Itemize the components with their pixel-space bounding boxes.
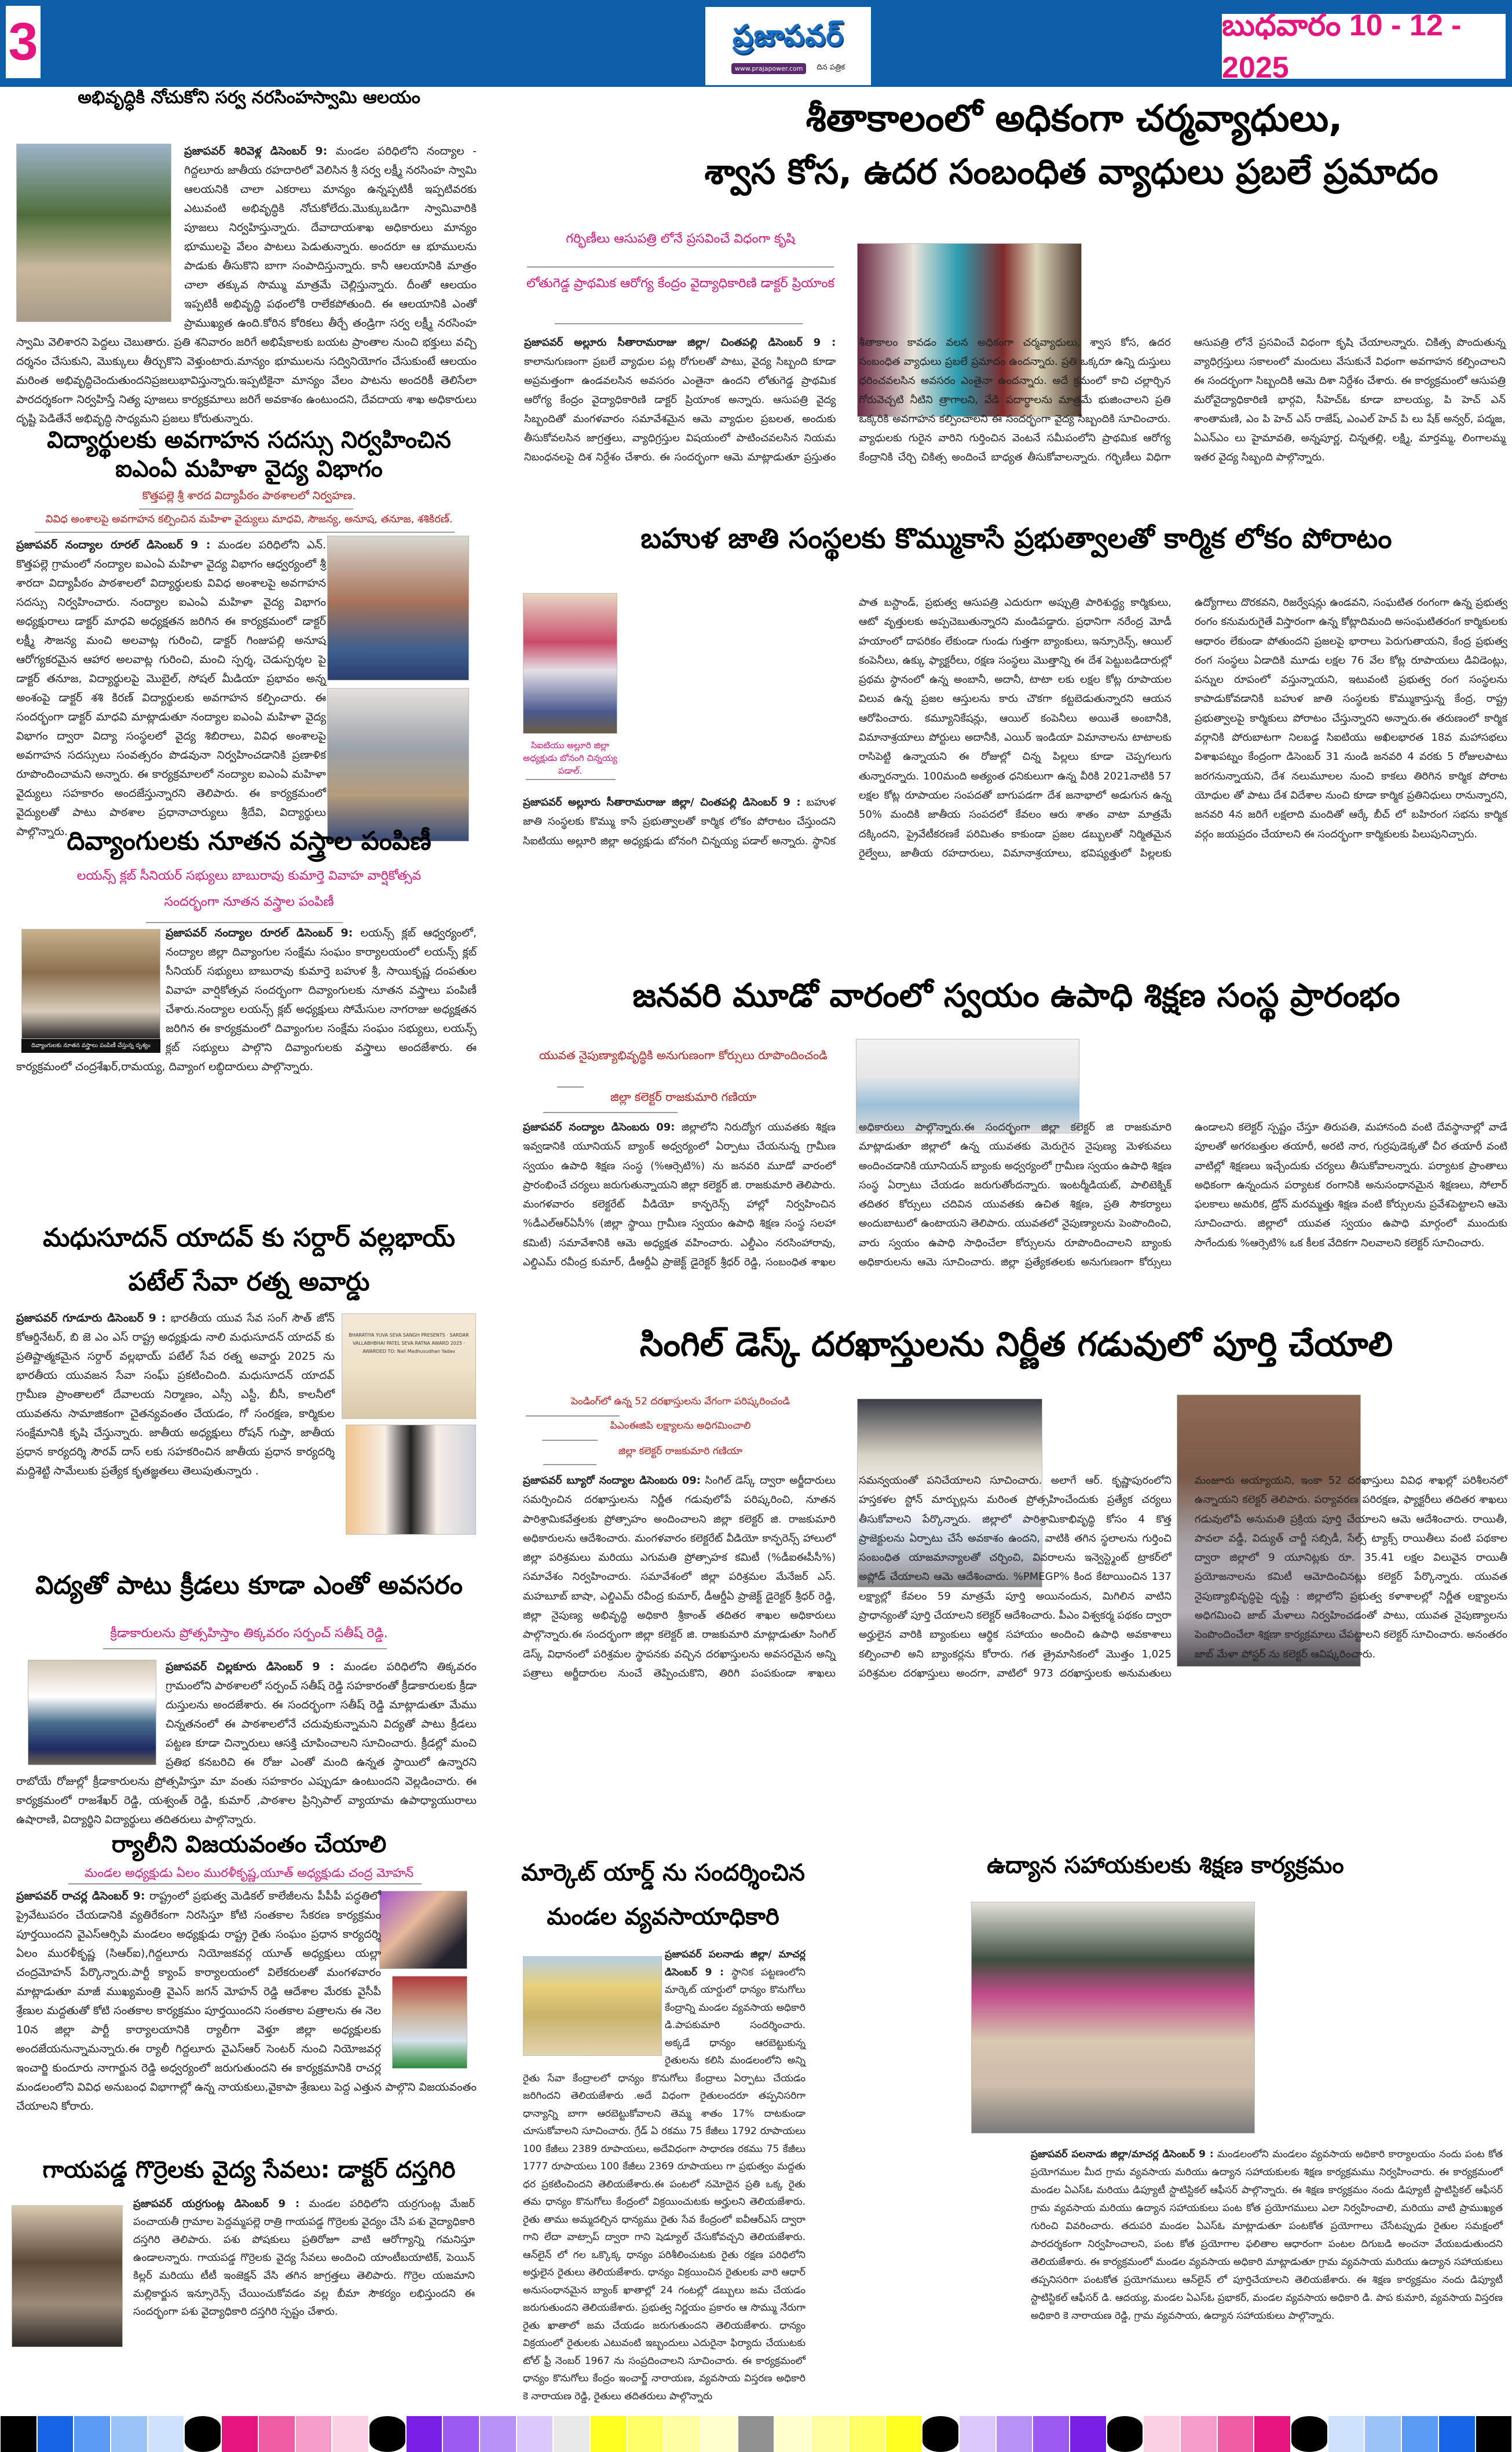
- divider: [146, 922, 343, 923]
- color-swatch: [222, 2416, 258, 2452]
- print-color-bar: [0, 2416, 1512, 2452]
- article-body: మండలంలోని మండలం వ్యవసాయ అధికారి కార్యాలయం నందు పంట కోత ప్రయోగముల మీద గ్రామ వ్యవసాయ మరియు ఉద్యాన సహాయకులకు శిక్షణ కార్యక్రమము నిర్వహించారు. ఈ కార్యక్రమంలో మండల ఏఎస్ఓ మరియు డిప్యూటీ స్టాటిస్టికల్ ఆఫీసర్ పాల్గొన్నారు. ఈ శిక్షణ కార్యక్రమం నందు డిప్యూటీ స్టాటిస్టికల్ ఆఫీసర్ గ్రామ వ్యవసాయ మరియు ఉద్యాన సహాయకులు పంట కోత ప్రయోగములు ఎలా నిర్వహించాలి, మరియు వాటి ప్రాముఖ్యత గురించి వివరించారు. తదుపరి మండల ఏఎస్ఓ మాట్లాడుతూ పంటకోత ప్రయోగాలు చేసేటప్పుడు రైతుల సమక్షంలో పారదర్శకంగా నిర్వహించాలని, పంట కోత ప్రయోగాల ఫలితాల ఆధారంగా పంటల దిగుబడి అంచనా వేయబడుతుందని తెలియజేశారు. ఈ కార్యక్రమంలో మండల వ్యవసాయ అధికారి మాట్లాడుతూ గ్రామ వ్యవసాయ మరియు ఉద్యాన సహాయకులు తప్పనిసరిగా పంటకోత ప్రయోగములు ఆన్‌లైన్ లో పూర్తిచేయాలని తెలియజేశారు. ఈ శిక్షణ కార్యక్రమం నందు డిప్యూటీ స్టాటిస్టికల్ ఆఫీసర్ డి. ఆదయ్య, మండల ఏఎస్ఓ ప్రభాకర్, మండల వ్యవసాయ అధికారి డి. పాప కుమారి, వ్యవసాయ విస్తరణ అధికారి కె నారాయణ రెడ్డి, గ్రామ వ్యవసాయ, ఉద్యాన సహాయకులు పాల్గొన్నారు.: [1031, 2149, 1503, 2322]
- divider: [35, 532, 455, 533]
- color-swatch: [1365, 2416, 1401, 2452]
- divider: [526, 1415, 620, 1417]
- dateline: ప్రజాపవర్ యర్రగుంట్ల డిసెంబర్ 9 :: [133, 2198, 300, 2210]
- color-swatch: [1181, 2416, 1217, 2452]
- headline-ima: విద్యార్థులకు అవగాహన సదస్సు నిర్వహించిన ఐఎంఏ మహిళా వైద్య విభాగం: [47, 427, 451, 482]
- color-swatch: [886, 2416, 922, 2452]
- color-swatch: [664, 2416, 700, 2452]
- headline-rseti: జనవరి మూడో వారంలో స్వయం ఉపాధి శిక్షణ సంస్థ ప్రారంభం: [632, 977, 1400, 1015]
- subhead: కొత్తపల్లె శ్రీ శారద విద్యాపీఠం పాఠశాలలో నిర్వహణ.: [142, 489, 356, 502]
- logo-url[interactable]: www.prajapower.com: [731, 63, 807, 74]
- divider: [68, 1883, 422, 1884]
- logo-name: ప్రజాపవర్: [732, 19, 844, 52]
- subhead: గర్భిణీలు ఆసుపత్రి లోనే ప్రసవించే విధంగా కృషి: [566, 232, 795, 246]
- color-swatch: [1033, 2416, 1069, 2452]
- article-body: సింగిల్ డెస్క్ ద్వారా అర్జీదారులు సమర్పించిన దరఖాస్తులను నిర్ణీత గడువులోపే పరిష్కరించి, నూతన పారిశ్రామికవేత్తలకు ప్రోత్సాహం అందించాలని జిల్లా కలెక్టర్ జి. రాజకుమారి అధికారులను ఆదేశించారు. మంగళవారం కలెక్టరేట్ వీడియో కాన్ఫరెన్స్ హాలులో జిల్లా పరిశ్రమలు మరియు ఎగుమతి ప్రోత్సాహక కమిటీ (%డీఐఈపీసీ%) సమావేశం నిర్వహించారు. సమావేశంలో జిల్లా పరిశ్రమల మేనేజర్ ఎస్. మహబూబ్ బాషా, ఎల్డిఎమ్ రవీంద్ర కుమార్, డీఆర్డీఏ ప్రాజెక్ట్ డైరెక్టర్ శ్రీధర్ రెడ్డి, జిల్లా నైపుణ్య అభివృద్ధి అధికారి శ్రీకాంత్ తదితర శాఖల అధికారులు పాల్గొన్నారు.ఈ సందర్భంగా జిల్లా కలెక్టర్ జి. రాజకుమారి మాట్లాడుతూ సింగిల్ డెస్క్ విధానంలో పరిశ్రమల స్థాపనకు వచ్చిన దరఖాస్తులను అవసరమైన అన్ని పత్రాలు అర్జీదారుల నుంచే తెప్పించుకొని, తిరిగి పంపకుండా శాఖలు సమన్వయంతో పనిచేయాలని సూచించారు. అలాగే ఆర్. కృష్ణాపురంలోని హస్తకళల స్టోన్ మార్బుల్లను మరింత ప్రోత్సహించేందుకు ప్రత్యేక చర్యలు తీసుకోవాలని పేర్కొన్నారు. జిల్లాలో పారిశ్రామికాభివృద్ధి కోసం 4 కొత్త ప్రాజెక్టులను ఏర్పాటు చేసే అవకాశం ఉందని, వాటికి తగిన స్థలాలను గుర్తించి సంబంధిత యాజమాన్యాలతో చర్చించి, వివరాలను ఇన్వెస్ట్మెంట్ ట్రాకర్‌లో అప్లోడ్ చేయాలని ఆమె ఆదేశించారు. %PMEGP% కింద కేటాయించిన 137 లక్ష్యాల్లో కేవలం 59 మాత్రమే పూర్తి అయినందున, మిగిలిన వాటిని ప్రాధాన్యంతో పూర్తి చేయాలని కలెక్టర్ ఆదేశించారు. పీఎం విశ్వకర్మ పథకం ద్వారా అర్హులైన వారికి బ్యాంకులు ఆర్థిక సహాయం అందించి ఉపాధి అవకాశాలు కల్పించాలి అని బ్యాంకర్లను కోరారు. గత త్రైమాసికంలో మొత్తం 1,025 పరిశ్రమల దరఖాస్తులు అందగా, వాటిలో 973 దరఖాస్తులకు అనుమతులు మంజూరు అయ్యాయని, ఇంకా 52 దరఖాస్తులు వివిధ శాఖల్లో పరిశీలనలో ఉన్నాయని కలెక్టర్ తెలిపారు. పర్యావరణ పరిరక్షణ, ఫ్యాక్టరీలు తదితర శాఖలు గడువులోపే అనుమతి ప్రక్రియ పూర్తి చేయాలని ఆమె ఆదేశించారు. రాయితీ, పావలా వడ్డీ, విద్యుత్ చార్జీ సబ్సిడీ, సేల్స్ ట్యాక్స్ రాయితీలు వంటి పథకాల ద్వారా జిల్లాలో 9 యూనిట్లకు రూ. 35.41 లక్షల విలువైన రాయితీ ప్రయోజనాలను కమిటీ ఆమోదించినట్లు కలెక్టర్ పేర్కొన్నారు. యువత నైపుణ్యాభివృద్ధిపై దృష్టి : జిల్లాలోని ప్రభుత్వ కళాశాలల్లో నిర్ణీత లక్ష్యాలను అధిగమించి జాబ్ మేళాలు నిర్వహించడంతో పాటు, యువత నైపుణ్యాలను పెంపొందించేలా శిక్షణా కార్యక్రమాలు చేపట్టాలని కలెక్టర్ సూచించారు. అనంతరం జాబ్ మేళా పోస్టర్ ను కలెక్టర్ ఆవిష్కరించారు.: [523, 1474, 1507, 1679]
- photo-award-certificate: BHARATIYA YUVA SEVA SANGH PRESENTS · SARDAR VALLABHBHAI PATEL SEVA RATNA AWARD 2025 · AWARDED TO: Nali Madhusudhan Yadav: [342, 1313, 476, 1419]
- subhead: జిల్లా కలెక్టర్ రాజకుమారి గణియా: [618, 1445, 743, 1457]
- color-swatch: [369, 2416, 405, 2452]
- color-swatch: [517, 2416, 553, 2452]
- color-swatch: [259, 2416, 295, 2452]
- article-body: మండల పరిధిలోని యర్రగుంట్ల మేజర్ పంచాయతీ గ్రామాల పెద్దమ్మపల్లె రాత్రి గాయపడ్డ గొర్రెలకు వైద్యం చేసి పశు వైద్యాధికారి దస్తగిరి తెలిపారు. పశు పోషకులు ప్రతిరోజూ వాటి ఆరోగ్యాన్ని గమనిస్తూ ఉండాలన్నారు. గాయపడ్డ గొర్రెలకు వైద్య సేవలు అందించి యాంటీబయాటిక్, పెయిన్ కిల్లర్ మరియు టీటీ ఇంజెక్షన్ వేసి తగిన జాగ్రత్తలు తెలిపారు. గొర్రెల యజమాని మల్లికార్జున ఇన్సూరెన్స్ చేయించుకోవడం వల్ల బీమా సౌకర్యం లభిస్తుందని ఈ సందర్భంగా పశు వైద్యాధికారి దస్తగిరి స్పష్టం చేశారు.: [133, 2198, 475, 2318]
- color-swatch: [111, 2416, 147, 2452]
- article-market: [523, 1946, 806, 2405]
- article-body: భారతీయ యువ సేవ సంగ్ సౌత్ జోన్ కోఆర్డినేటర్, బి జె ఎం ఎస్ రాష్ట్ర అధ్యక్షుడు నాలి మధుసూదన్ యాదవ్ కు ప్రతిష్టాత్మకమైన సర్దార్ వల్లభాయ్ పటేల్ సేవ రత్న అవార్డు 2025 ను భారతీయ యువజన సేవా సంఘ్ ప్రకటించింది. మధుసూదన్ యాదవ్ గ్రామీణ ప్రాంతాలలో దేవాలయ నిర్మాణం, ఎస్సీ ఎస్టీ, బీసీ, కాలనీలో యువతను సామాజికంగా చైతన్యవంతం చేయడం, గో సంరక్షణ, కార్మికుల సంక్షేమానికి కృషి చేస్తున్నారు. జాతీయ అధ్యక్షులు రోషన్ గుప్తా, జాతీయ ప్రధాన కార్యదర్శి సౌరవ్ దాస్ లకు సహకరించిన జాతీయ ప్రధాన కార్యదర్శి మద్దిశెట్టి సామేలుకు ప్రత్యేక కృతజ్ఞతలు తెలుపుతున్నారు .: [16, 1312, 335, 1477]
- article-rally: [16, 1887, 477, 2116]
- color-swatch: [775, 2416, 811, 2452]
- article-body: జిల్లాలోని నిరుద్యోగ యువతకు శిక్షణ ఇవ్వడానికి యూనియన్ బ్యాంక్ అధ్వర్యంలో ఏర్పాటు చేయనున్న గ్రామీణ స్వయం ఉపాధి శిక్షణ సంస్థ (%ఆర్సెటి%) ను జనవరి మూడో వారంలో ప్రారంభించే చర్యలు జరుగుతున్నాయని జిల్లా కలెక్టర్ జి. రాజకుమారి తెలిపారు. మంగళవారం కలెక్టరేట్ వీడియో కాన్ఫరెన్స్ హాల్లో నిర్వహించిన %డీఎల్ఆర్ఏసీ% (జిల్లా స్థాయి గ్రామీణ స్వయం ఉపాధి శిక్షణ సంస్థ సలహా కమిటీ) సమావేశానికి ఆమె అధ్యక్షత వహించారు. ఎల్డీఎం నరసింహారావు, ఎల్డిఎమ్ రవీంద్ర కుమార్, డీఆర్డీఏ ప్రాజెక్ట్ డైరెక్టర్ శ్రీధర్ రెడ్డి, సంబంధిత శాఖల అధికారులు పాల్గొన్నారు.ఈ సందర్భంగా జిల్లా కలెక్టర్ జి రాజకుమారి మాట్లాడుతూ జిల్లాలో ఉన్న యువతకు మెరుగైన నైపుణ్య మెళకువలు అందించడానికి యూనియన్ బ్యాంకు అధ్వర్యంలో గ్రామీణ స్వయం ఉపాధి శిక్షణ సంస్థ ఏర్పాటు చేయడం జరుగుతోందన్నారు. ఇంటర్మీడియట్, పాలిటెక్నిక్ తదితర కోర్సులు చదివిన యువతకు ఉచిత శిక్షణ, ప్రతి సౌకర్యాలు అందుబాటులో ఉంటాయని తెలిపారు. యువతలో నైపుణ్యాలను పెంపొందించి, వారు స్వయం ఉపాధి సాధించేలా కోర్సులను రూపొందించాలని బ్యాంకు అధికారులను ఆమె సూచించారు. జిల్లా ప్రత్యేకతలకు అనుగుణంగా కోర్సులు ఉండాలని కలెక్టర్ స్పష్టం చేస్తూ తిరుపతి, మహానంది వంటి దేవస్థానాల్లో వాడే పూలతో అగరబత్తుల తయారీ, అరటి నార, గుర్రపుడెక్కతో చీర తయారీ వంటి వాటిల్లో శిక్షణలు ఇచ్చేందుకు చర్యలు తీసుకోవాలన్నారు. పర్యాటక ప్రాంతాలు అధికంగా ఉన్నందున పర్యాటక రంగానికి అనుసంధానమైన శిక్షణలు, సోలార్ ఫలకాలు అమరిక, డ్రోన్ మరమ్మత్తు శిక్షణ వంటి కోర్సులను ప్రవేశపెట్టాలని ఆమె సూచించారు. జిల్లాలో యువత స్వయం ఉపాధి మార్గంలో ముందుకు సాగేందుకు %ఆర్సెటి% ఒక కీలక వేదికగా నిలవాలని కలెక్టర్ సూచించారు.: [523, 1121, 1507, 1269]
- color-swatch: [185, 2416, 221, 2452]
- dateline: ప్రజాపవర్ నంద్యాల డిసెంబరు 09:: [523, 1121, 675, 1133]
- subhead: వివిధ అంశాలపై అవగాహన కల్పించిన మహిళా వైద్యులు మాధవి, సౌజన్య, అనూష, తనూజ, శశికిరణ్.: [45, 513, 453, 525]
- color-swatch: [591, 2416, 627, 2452]
- article-body: రాష్ట్రంలో ప్రభుత్వ మెడికల్ కాలేజీలను పీపీపీ పద్ధతిలో ప్రైవేటుపరం చేయడానికి వ్యతిరేకంగా నిరసిస్తూ కోటి సంతకాల సేకరణ కార్యక్రమం పూర్తయిందని వైఎస్ఆర్సిపి మండలం అధ్యక్షుడు రాష్ట్ర రైతు సంఘం ప్రధాన కార్యదర్శి ఏలం మురళీకృష్ణ (సిఆర్ఐ),గిద్దలూరు నియోజకవర్గ యూత్ అధ్యక్షులు యల్లా చంద్రమోహన్ పేర్కొన్నారు.పార్టీ క్యాంప్ కార్యాలయంలో విలేకరులతో మంగళవారం మాట్లాడుతూ మాజీ ముఖ్యమంత్రి వైఎస్ జగన్ మోహన్ రెడ్డి ఆదేశాల మేరకు వైసీపీ శ్రేణుల మద్దతుతో కోటి సంతకాల కార్యక్రమం పూర్తయిందని సంతకాల పత్రాలను ఈ నెల 10న జిల్లా పార్టీ కార్యాలయానికి ర్యాలీగా వెళ్తూ జిల్లా అధ్యక్షులకు అందజేయనున్నామన్నారు.ఈ ర్యాలీ గిద్దలూరు వైఎస్ఆర్ సెంటర్ నుంచి నియోజవర్గ ఇంచార్జి కుందూరు నాగార్జున రెడ్డి అధ్వర్యంలో జరుగుతుందని ఈ కార్యక్రమానికి రాచర్ల మండలంలోని వివిధ అనుబంధ విభాగాల్లో ఉన్న నాయకులు,వైకాపా శ్రేణులు పెద్ద ఎత్తున పాల్గొని విజయవంతం చేయాలని కోరారు.: [16, 1890, 477, 2113]
- color-swatch: [1439, 2416, 1475, 2452]
- color-swatch: [628, 2416, 664, 2452]
- color-swatch: [1328, 2416, 1364, 2452]
- color-swatch: [1476, 2416, 1512, 2452]
- subhead: క్రీడాకారులను ప్రోత్సహిస్తాం తిక్కవరం సర్పంచ్ సతీష్ రెడ్డి.: [110, 1626, 388, 1641]
- dateline: ప్రజాపవర్ బ్యూరో నంద్యాల డిసెంబరు 09:: [523, 1474, 701, 1487]
- color-swatch: [960, 2416, 995, 2452]
- article-body: మండల పరిధిలోని నంద్యాల - గిద్దలూరు జాతీయ రహదారిలో వెలిసిన శ్రీ సర్వ లక్ష్మీ నరసింహ స్వామి ఆలయనికి చాలా ఎకరాలు మాన్యం ఉన్నప్పటికీ ఇప్పటివరకు ఎటువంటి అభివృద్ధికి నోచుకోలేదు.మొక్కుబడిగా స్వామివారికి పూజలు నిర్వహిస్తున్నారు. దేవాదాయశాఖ అధికారులు మాన్యం భూములపై వేలం పాటలు పెడుతున్నారు. అందరూ ఆ భూములను పాడుకు తీసుకొని బాగా సంపాదిస్తున్నారు. కానీ ఆలయానికి మాత్రం చాలా తక్కువ సొమ్ము మాత్రమే చెల్లిస్తున్నారు. దీంతో ఆలయం ఇప్పటికీ అభివృద్ధి పథంలోకి రాలేకపోతుంది. ఈ ఆలయానికి ఎంతో ప్రాముఖ్యత ఉంది.కోరిన కోరికలు తీర్చే తండ్రిగా సర్వ లక్ష్మీ నరసింహ స్వామి వెలిశారని పెద్దలు చెబుతారు. ప్రతి శనివారం జరిగే అభిషేకాలకు బయట ప్రాంతాల నుంచి భక్తులు వచ్చి దర్శనం చేసుకుని, మొక్కులు తీర్చుకొని వెళ్తుంటారు.మాన్యం భూములను సద్వినియోగం చేసుకుంటే ఆలయం మరింత అభివృద్ధిచెందుతుందనిప్రజలుభావిస్తున్నారు.ఇప్పటికైనా మాన్యం వేలం పాటను అందరికీ తెలిసేలా పారదర్శకంగా నిర్వహిస్తే నిత్య పూజలు కార్యక్రమాలు జరిగే అవకాశం ఉంటుందని, దేవదాయ శాఖ అధికారులు దృష్టి పెడితేనే అభివృద్ధి సాధ్యమని ప్రజలు కోరుతున్నారు.: [16, 145, 477, 425]
- subhead: యువత నైపుణ్యాభివృద్ధికి అనుగుణంగా కోర్సులు రూపొందించండి: [539, 1048, 828, 1062]
- subhead: లోతుగెడ్డ ప్రాథమిక ఆరోగ్య కేంద్రం వైద్యాధికారిణి డాక్టర్ ప్రియాంక: [526, 276, 834, 291]
- color-swatch: [1, 2416, 36, 2452]
- dateline: ప్రజాపవర్ రాచర్ల డిసెంబర్ 9:: [16, 1890, 145, 1902]
- color-swatch: [1144, 2416, 1180, 2452]
- article-sports: [16, 1657, 477, 1829]
- article-body: మండల పరిధిలోని తిక్కవరం గ్రామంలోని పాఠశాలలో సర్పంచ్ సతీష్ రెడ్డి సహకారంతో క్రీడాకారులకు క్రీడా దుస్తులను అందజేశారు. ఈ సందర్భంగా సతీష్ రెడ్డి మాట్లాడుతూ మేము చిన్నతనంలో ఈ పాఠశాలలోనే చదువుకున్నామని విద్యతో పాటు క్రీడలు పట్టణ కూడా చిన్నారులు ఆసక్తి చూపించాలని సూచించారు. క్రీడల్లో మంచి ప్రతిభ కనబరిచి ఈ రోజు ఎంతో మంది ఉన్నత స్థాయిలో ఉన్నారని రాబోయే రోజుల్లో క్రీడాకారులను ప్రోత్సహిస్తూ మా వంతు సహకారం ఎప్పుడూ ఉంటుందని వెల్లడించారు. ఈ కార్యక్రమంలో రాజశేఖర్ రెడ్డి, యశ్వంత్ రెడ్డి, కుమార్ ,పాఠశాల ప్రిన్సిపాల్ వ్యాయామ ఉపాధ్యాయురాలు ఉషారాణి, విద్యార్థిని విద్యార్థులు తదితరులు పాల్గొన్నారు.: [16, 1660, 477, 1826]
- photo-horti-training: [971, 1902, 1255, 2133]
- headline-market: మార్కెట్ యార్డ్ ను సందర్శించిన మండల వ్యవసాయాధికారి: [521, 1860, 805, 1930]
- color-swatch: [738, 2416, 774, 2452]
- divider: [543, 1112, 678, 1113]
- divider: [103, 1648, 387, 1649]
- newspaper-logo: [705, 7, 871, 85]
- dateline: ప్రజాపవర్ అల్లూరు సీతారామరాజు జిల్లా/ చింతపల్లి డిసెంబర్ 9 :: [523, 796, 801, 808]
- color-swatch: [148, 2416, 184, 2452]
- color-swatch: [701, 2416, 737, 2452]
- headline-sports: విద్యతో పాటు క్రీడలు కూడా ఎంతో అవసరం: [35, 1571, 463, 1600]
- dateline: ప్రజాపవర్ అల్లూరు సీతారామరాజు జిల్లా/ చింతపల్లి డిసెంబర్ 9 :: [524, 336, 836, 349]
- color-swatch: [1070, 2416, 1106, 2452]
- color-swatch: [296, 2416, 332, 2452]
- headline-skin-line1: శీతాకాలంలో అధికంగా చర్మవ్యాధులు,: [806, 97, 1343, 140]
- color-swatch: [922, 2416, 958, 2452]
- headline-award: మధుసూదన్ యాదవ్ కు సర్దార్ వల్లభాయ్ పటేల్ సేవా రత్న అవార్డు: [42, 1223, 456, 1297]
- headline-rally: ర్యాలీని విజయవంతం చేయాలి: [111, 1831, 387, 1858]
- color-swatch: [407, 2416, 442, 2452]
- article-sheep: [12, 2195, 475, 2345]
- color-swatch: [1107, 2416, 1143, 2452]
- article-temple: [16, 142, 477, 429]
- article-body: మండల పరిధిలోని ఎన్. కొత్తపల్లె గ్రామంలో నంద్యాల ఐఎంఏ మహిళా వైద్య విభాగం ఆధ్వర్యంలో శ్రీ శారదా విద్యాపీఠం పాఠశాలలో విద్యార్థులకు వివిధ అంశాలపై అవగాహన సదస్సు నిర్వహించారు. నంద్యాల ఐఎంఏ మహిళా వైద్య విభాగం అధ్యక్షురాలు డాక్టర్ మాధవి అధ్యక్షతన జరిగిన ఈ కార్యక్రమంలో డాక్టర్ లక్ష్మీ సౌజన్య మంచి అలవాట్ల గురించి, డాక్టర్ గింజుపల్లి అనూష ఆరోగ్యకరమైన ఆహార అలవాట్ల గురించి, మంచి స్పర్శ, చెడుస్పర్శల పై డాక్టర్ తనూజ, విద్యార్థులపై మొబైల్, సోషల్ మీడియా ప్రభావం అన్న అంశంపై డాక్టర్ శశి కిరణ్ విద్యార్థులకు అవగాహన కల్పించారు. ఈ సందర్భంగా డాక్టర్ మాధవి మాట్లాడుతూ నంద్యాల ఐఎంఏ మహిళా వైద్య విభాగం ద్వారా విద్యా సంస్థలలో వైద్య శిబిరాలు, వివిధ అంశాలపై అవగాహన సదస్సులు సంవత్సరం పొడవునా నిర్వహించడానికి ప్రణాళిక రూపొందించామని అన్నారు. ఈ కార్యక్రమాలలో నంద్యాల ఐఎంఏ మహిళా వైద్యులు సహకారం అందజేస్తున్నారని తెలిపారు. ఈ కార్యక్రమంలో వైద్యులతో పాటు పాఠశాల ప్రధానాచార్యులు శ్రీదేవి, విద్యార్థులు పాల్గొన్నారు.: [16, 539, 327, 838]
- headline-horti: ఉద్యాన సహాయకులకు శిక్షణ కార్యక్రమం: [987, 1852, 1344, 1879]
- article-singledesk: [523, 1471, 1507, 1842]
- headline-clothes: దివ్యాంగులకు నూతన వస్త్రాల పంపిణీ: [67, 826, 431, 856]
- divider: [139, 508, 353, 510]
- article-clothes: [16, 924, 477, 1077]
- divider: [543, 1464, 596, 1465]
- headline-temple: అభివృద్ధికి నోచుకోని సర్వ నరసింహస్వామి ఆలయం: [78, 87, 420, 108]
- article-citu: [523, 593, 1507, 929]
- article-body: కాలానుగుణంగా ప్రబలే వ్యాధుల పట్ల రోగులతో పాటు, వైద్య సిబ్బంది కూడా అప్రమత్తంగా ఉండవలసిన అవసరం ఎంతైనా ఉందని లోతుగెడ్డ ప్రాథమిక ఆరోగ్య కేంద్రం వైద్యాధికారిణి డాక్టర్ ప్రియాంక అన్నారు. ఆసుపత్రి వైద్య సిబ్బందితో మంగళవారం సమావేశమైన ఆమె వ్యాధుల ప్రబలత, అందుకు తీసుకోవలసిన జాగ్రత్తలు, వ్యాధిగ్రస్తుల విషయంలో పాటించవలసిన నియమ నిబంధనలపై దిశ నిర్దేశం చేశారు. ఈ సందర్భంగా ఆమె మాట్లాడుతూ ప్రస్తుతం శీతాకాలం కావడం వలన అధికంగా చర్మవ్యాధులు, శ్వాస కోస, ఉదర సంబంధిత వ్యాధులు ప్రబలే ప్రమాదం ఉందన్నారు. ప్రతి ఒక్కరూ ఉన్ని దుస్తులు ధరించవలసిన అవసరం ఎంతైనా ఉందన్నారు. అదే క్రమంలో కాచి చల్లార్చిన గోరువెచ్చటి నీటిని త్రాగాలని, వేడి పదార్థాలను మాత్రమే భుజించాలని ప్రతి ఒక్కరికి అవగాహన కల్పించాలని ఈ సందర్భంగా వైద్య సిబ్బందికి సూచించారు. వ్యాధులకు గురైన వారిని గుర్తించిన వెంటనే సమీపంలోని ప్రాథమిక ఆరోగ్య కేంద్రానికి చేర్చి చికిత్స అందించే బాధ్యత తీసుకోవాలన్నారు. గర్భిణీలు విధిగా ఆసుపత్రి లోనే ప్రసవించే విధంగా కృషి చేయాలన్నారు. చికిత్స పొందుతున్న వ్యాధిగ్రస్తులు సకాలంలో మందులు వేసుకునే విధంగా అవగాహన కల్పించాలని ఈ సందర్భంగా సిబ్బందికి ఆమె దిశా నిర్దేశం చేశారు. ఈ కార్యక్రమంలో ఆసుపత్రి మరోవైద్యాధికారిణి భార్గవి, సీహెచ్ఓ కూడా బాలయ్య, పి హెచ్ ఎన్ శాంతామణి, ఎం పి హెచ్ ఎస్ రాజేష్, ఎంఎల్ హెచ్ పి లు షేక్ అన్వర్, పద్మజ, ఏఎన్ఎం లు హైమావతి, అన్నపూర్ణ, చిన్నతల్లి, లక్ష్మి, మార్తమ్మ, లింగాలమ్మ ఇతర వైద్య సిబ్బంది పాల్గొన్నారు.: [524, 336, 1506, 463]
- article-body: లయన్స్ క్లబ్ ఆధ్వర్యంలో, నంద్యాల జిల్లా దివ్యాంగుల సంక్షేమ సంఘం కార్యాలయంలో లయన్స్ క్లబ్ సీనియర్ సభ్యులు బాబురావు కుమార్తె బహుళ శ్రీ, సాయికృష్ణ దంపతుల వివాహ వార్షికోత్సవ సందర్భంగా దివ్యాంగులకు నూతన వస్త్రాలు పంపిణీ చేశారు.నంద్యాల లయన్స్ క్లబ్ అధ్యక్షులు సోమేసుల నాగరాజు అధ్యక్షతన జరిగిన ఈ కార్యక్రమంలో దివ్యాంగుల సంక్షేమ సంఘం సభ్యులు, లయన్స్ క్లబ్ సభ్యులు పాల్గొని దివ్యాంగులకు వస్త్రాలు అందజేశారు. ఈ కార్యక్రమంలో చంద్రశేఖర్,రామయ్య, దివ్యాంగ లబ్ధిదారులు పాల్గొన్నారు.: [16, 927, 477, 1073]
- dateline: ప్రజాపవర్ పలనాడు జిల్లా/ మాచర్ల డిసెంబర్ 9 :: [665, 1949, 806, 1978]
- divider: [557, 1086, 584, 1088]
- divider: [555, 323, 803, 324]
- color-swatch: [1254, 2416, 1290, 2452]
- headline-singledesk: సింగిల్ డెస్క్ దరఖాస్తులను నిర్ణీత గడువులో పూర్తి చేయాలి: [639, 1324, 1393, 1364]
- color-swatch: [443, 2416, 479, 2452]
- dateline: ప్రజాపవర్ శిరివెళ్ల డిసెంబర్ 9:: [184, 145, 328, 158]
- article-rseti: [523, 1118, 1507, 1326]
- dateline: ప్రజాపవర్ చిల్లకూరు డిసెంబర్ 9 :: [166, 1660, 335, 1673]
- color-swatch: [1291, 2416, 1327, 2452]
- subhead: మండల అధ్యక్షుడు ఏలం మురళీకృష్ణ,యూత్ అధ్యక్షుడు చంద్ర మోహన్: [85, 1866, 413, 1880]
- subhead: పెండింగ్‌లో ఉన్న 52 దరఖాస్తులను వేగంగా పరిష్కరించండి: [570, 1396, 790, 1407]
- article-ima: [16, 536, 477, 843]
- article-horti: [1031, 2146, 1503, 2325]
- color-swatch: [1402, 2416, 1438, 2452]
- color-swatch: [1218, 2416, 1254, 2452]
- subhead: సందర్భంగా నూతన వస్త్రాల పంపిణీ: [164, 895, 334, 909]
- dateline: ప్రజాపవర్ పలనాడు జిల్లా/మాచర్ల డిసెంబర్ 9 :: [1031, 2149, 1214, 2160]
- color-swatch: [997, 2416, 1033, 2452]
- issue-date: బుధవారం 10 - 12 - 2025: [1222, 14, 1506, 79]
- divider: [542, 1440, 598, 1441]
- page-number: 3: [6, 6, 41, 78]
- subhead: లయన్స్ క్లబ్ సీనియర్ సభ్యులు బాబురావు కుమార్తె వివాహ వార్షికోత్సవ: [76, 869, 422, 883]
- subhead: పిఎంఈజిపి లక్ష్యాలను అధిగమించాలి: [610, 1420, 751, 1432]
- color-swatch: [849, 2416, 885, 2452]
- subhead: జిల్లా కలెక్టర్ రాజకుమారి గణియా: [610, 1090, 757, 1104]
- logo-tagline: దిన పత్రిక: [817, 63, 845, 72]
- dateline: ప్రజాపవర్ నంద్యాల రూరల్ డిసెంబర్ 9:: [166, 927, 353, 939]
- color-swatch: [332, 2416, 368, 2452]
- article-skin: [524, 333, 1506, 467]
- color-swatch: [38, 2416, 74, 2452]
- article-award: [16, 1309, 477, 1538]
- article-body: స్థానిక పట్టణంలోని మార్కెట్ యార్డులో ధాన్యం కొనుగోలు కేంద్రాన్ని మండల వ్యవసాయ అధికారి డి.పాపకుమారి సందర్శించారు. అక్కడే ధాన్యం ఆరబెట్టుకున్న రైతులను కలిసి మండలంలోని అన్ని రైతు సేవా కేంద్రాలలో ధాన్యం కొనుగోలు కేంద్రాలు ఏర్పాటు చేయడం జరిగిందని తెలియజేశారు .అదే విధంగా రైతులందరూ తప్పనిసరిగా ధాన్యాన్ని బాగా ఆరబెట్టుకోవాలని తెమ్మ శాతం 17% దాటకుండా చూసుకోవాలని సూచించారు. గ్రేడ్ ఏ రకము 75 కేజీలు 1792 రూపాయలు 100 కేజీలు 2389 రూపాయలు, అదేవిధంగా సాధారణ రకము 75 కేజీలు 1777 రూపాయలు 100 కేజీలు 2369 రూపాయలు గా ప్రభుత్వం మద్దతు ధర ప్రకటించిందని తెలియజేశారు.ఈ పంటలో నమోదైన ప్రతి ఒక్క రైతు తమ ధాన్యం కొనుగోలు కేంద్రంలో విక్రయించుటకు అర్హులని తెలియజేశారు. రైతు తాము అమ్మదల్చిన ధాన్యము రైతు సేవ కేంద్రంలో ఐవీఆర్ఎస్ ద్వారా గాని లేదా వాట్సాప్ ద్వారా గాని షెడ్యూల్ చేసుకోవచ్చని తెలియజేశారు. ఆన్‌లైన్ లో గల ఒక్కొక్క ధాన్యం పరిశీలించుటకు రైతు రక్షణ పరిధిలోని అర్హులైన రైతులు తెలియజేశారు. ధాన్యం విక్రయించిన రైతులకు వారి ఆధార్ అనుసంధానమైన బ్యాంక్ ఖాతాల్లో 24 గంటల్లో డబ్బులు జమ చేయడం జరుగుతుందని తెలియజేశారు. ప్రభుత్వ నిర్ణయం ప్రకారం ఆ సొమ్ము నేరుగా రైతు ఖాతాలో జమ చేయడం జరుగుతుందని తెలియజేశారు. ధాన్యం విక్రయంలో రైతులకు ఎటువంటి ఇబ్బందులు ఎదురైనా ఫిర్యాదు చేయుటకు టోల్ ఫ్రీ నెంబర్ 1967 ను సంప్రదించాలని సూచించారు. ఈ కార్యక్రమంలో ధాన్యం కొనుగోలు కేంద్రం ఇంచార్జ్ నారాయణ, వ్యవసాయ విస్తరణ అధికారి కె నారాయణ రెడ్డి, రైతులు తదితరులు పాల్గొన్నారు: [523, 1966, 806, 2402]
- color-swatch: [554, 2416, 590, 2452]
- color-swatch: [74, 2416, 110, 2452]
- headline-citu: బహుళ జాతి సంస్థలకు కొమ్ముకాసే ప్రభుత్వాలతో కార్మిక లోకం పోరాటం: [640, 522, 1392, 555]
- headline-skin-line2: శ్వాస కోస, ఉదర సంబంధిత వ్యాధులు ప్రబలే ప్రమాదం: [704, 152, 1438, 192]
- photo-caption: దివ్యాంగులకు నూతన వస్త్రాలు పంపిణీ చేస్తున్న దృశ్యం: [21, 1039, 160, 1053]
- dateline: ప్రజాపవర్ గూడూరు డిసెంబర్ 9 :: [16, 1312, 166, 1324]
- article-body: బహుళ జాతి సంస్థలకు కొమ్ము కాసే ప్రభుత్వాలతో కార్మిక లోకం పోరాటం చేస్తుందని సిఐటియు అల్లూరి జిల్లా అధ్యక్షుడు బోనంగి చిన్నయ్య పడాల్ అన్నారు. స్థానిక పాత బస్టాండ్, ప్రభుత్వ ఆసుపత్రి ఎదురుగా అప్పుత్రి పారిశుద్ధ్య కార్మికులు, ఆటో వృత్తులకు అప్పచెబుతున్నారని మండిపడ్డారు. ప్రధానిగా నరేంద్ర మోడీ హయాంలో దాపరికం లేకుండా గుండు గుత్తగా బ్యాంకులు, ఇన్సూరెన్స్, ఆయిల్ కంపెనీలు, ఉక్కు ఫ్యాక్టరీలు, రక్షణ సంస్థలు మొత్తాన్ని ఈ దేశ పెట్టుబడిదారుల్లో ప్రథమ స్థానంలో ఉన్న అంబానీ, అదానీ, టాటా లకు లక్షల కోట్ల రూపాయల విలువ ఉన్న ప్రజల ఆస్తులను కారు చౌకగా కట్టబెడుతున్నారని ఆయన ఆరోపించారు. కమ్యూనికేషన్లు, ఆయిల్ కంపెనీలు అయితే అంబానీకి, విమానాశ్రయాలు పోర్టులు అదానీకి, ఎయిర్ ఇండియా విమానాలను టాటాలకు రాసిపెట్టి ఉన్నాయని ఈ రోజుల్లో చిన్న పిల్లలు కూడా చెప్పగలుగు తున్నారన్నారు. 100మంది అత్యంత ధనికులుగా ఉన్న వీరికి 2021నాటికి 57 లక్షల కోట్ల రూపాయల సంపదతో బాగుపడగా దేశ జనాభాలో అడుగున ఉన్న 50% మందికి జాతీయ సంపదలో కేవలం ఆరు శాతం వాటా మాత్రమే దక్కిందని, ప్రైవేటీకరణకే పరిమితం కాకుండా ప్రజల డబ్బులతో నిర్మితమైన రైల్వేలు, జాతీయ రహదారులు, విమానాశ్రయాలు, భవిష్యత్తులో పిల్లలకు ఉద్యోగాలు దొరకవని, రిజర్వేషన్లు ఉండవని, సంఘటిత రంగంగా ఉన్న ప్రభుత్వ రంగం కనుమరుగైతే విస్తారంగా ఉన్న కోట్లాదిమంది అసంఘటితరంగ కార్మికులకు ఆధారం లేకుండా పోతుందని ప్రజలపై భారాలు పెరుగుతాయని, కేంద్ర ప్రభుత్వ రంగ సంస్థలు ఏడాదికి మూడు లక్షల 76 వేల కోట్ల రూపాయలు డివిడెంట్లు, పన్నుల రూపంలో వస్తున్నాయని, ఇటువంటి ప్రభుత్వ రంగ సంస్థలను కాపాడుకోవడానికి బహుళ జాతి సంస్థలకు కొమ్ముకాస్తున్న కేంద్ర, రాష్ట్ర ప్రభుత్వాలపై కార్మికులు పోరాటం చేస్తున్నారని అన్నారు.ఈ తరుణంలో కార్మిక వర్గానికి పోరుబాటగా నిలబడ్డ సిఐటియు అఖిలభారత 18వ మహాసభలు విశాఖపట్నం కేంద్రంగా డిసెంబర్ 31 నుండి జనవరి 4 వరకు 5 రోజులపాటు జరగనున్నాయని, దేశ నలుమూలల నుంచి కాకలు తిరిగిన కార్మిక పోరాట యోధుల తో పాటు దేశ విదేశాల నుంచి కూడా కార్మిక ప్రతినిధులు రానున్నారని, జనవరి 4న జరిగే లక్షలాది మందితో ఆర్కే బీచ్ లో బహిరంగ సభను కార్మిక వర్గం జయప్రదం చేయాలని ఈ సందర్భంగా కార్మికులకు పిలుపునిచ్చారు.: [523, 596, 1507, 859]
- color-swatch: [480, 2416, 516, 2452]
- headline-sheep: గాయపడ్డ గొర్రెలకు వైద్య సేవలు: డాక్టర్ దస్తగిరి: [42, 2157, 456, 2183]
- photo-caption: సిఐటియు అల్లూరి జిల్లా అధ్యక్షుడు బోనంగి చిన్నయ్య పడాల్.: [523, 740, 617, 776]
- color-swatch: [812, 2416, 848, 2452]
- dateline: ప్రజాపవర్ నంద్యాల రూరల్ డిసెంబర్ 9 :: [16, 539, 211, 551]
- divider: [527, 266, 834, 268]
